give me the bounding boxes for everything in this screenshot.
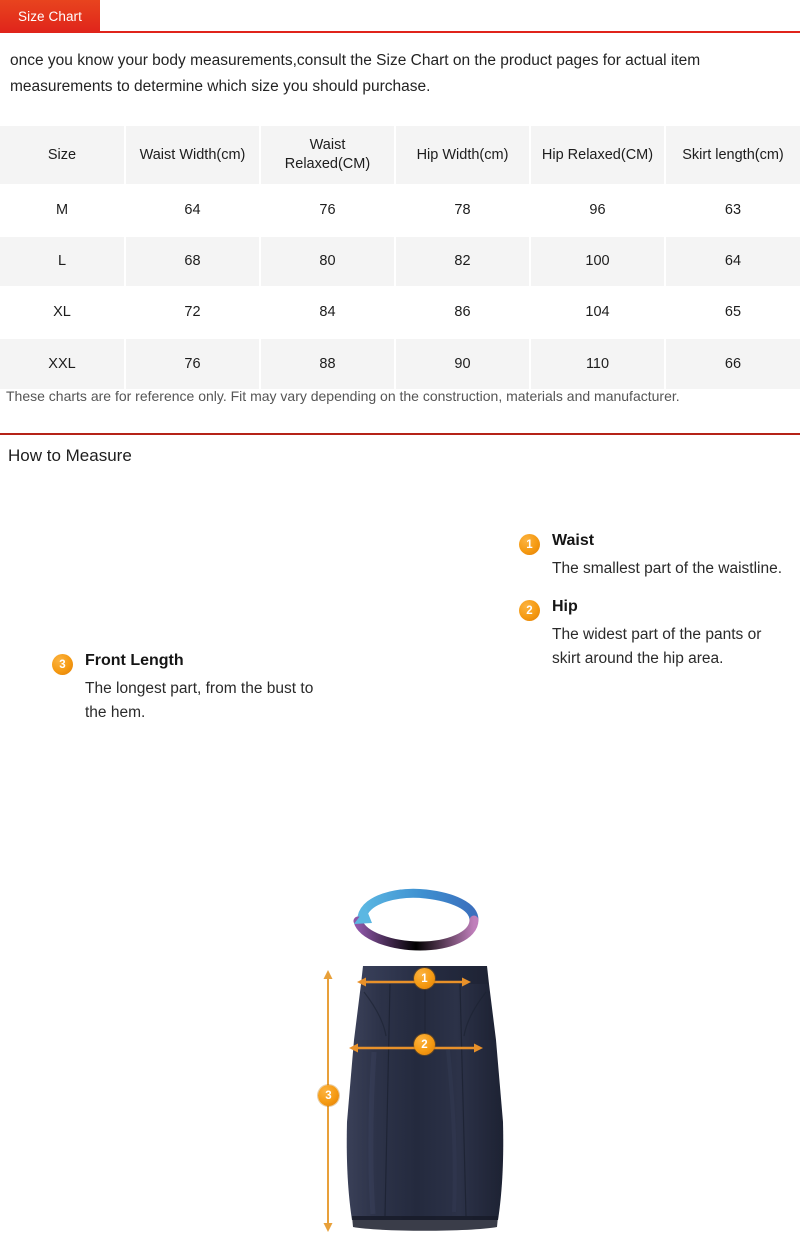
intro-paragraph: once you know your body measurements,consult the Size Chart on the product pages for actual item measurements to determine which size you should purchase. (10, 52, 701, 95)
table-row (0, 338, 800, 389)
cell-hip-width: 90 (395, 338, 530, 389)
legend-front-length-title: Front Length (85, 652, 184, 669)
tab-size-chart-label: Size Chart (17, 9, 83, 24)
cell-waist-width: 68 (125, 236, 260, 287)
legend-waist-description: The smallest part of the waistline. (552, 560, 783, 577)
disclaimer-text: These charts are for reference only. Fit may vary depending on the construction, materials and manufacturer. (6, 388, 680, 404)
cell-skirt-length: 66 (724, 355, 742, 372)
size-table-head (0, 126, 800, 185)
cell-size: XL (0, 287, 125, 338)
tab-size-chart[interactable] (0, 0, 100, 33)
cell-waist-width: 72 (125, 287, 260, 338)
cell-skirt-length: 64 (724, 253, 742, 269)
size-table-body (0, 185, 800, 389)
cell-size: XXL (0, 338, 125, 389)
table-row (0, 185, 800, 236)
legend-waist-title: Waist (552, 532, 595, 549)
legend-hip-title: Hip (552, 598, 578, 615)
how-to-measure-title: How to Measure (8, 446, 132, 465)
cell-size: L (0, 236, 125, 287)
cell-waist-relaxed: 80 (260, 236, 395, 287)
cell-waist-relaxed: 88 (260, 338, 395, 389)
cell-hip-relaxed: 104 (530, 287, 665, 338)
marker-1-label: 1 (421, 972, 428, 985)
cell-waist-relaxed: 76 (260, 185, 395, 236)
cell-skirt-length: 63 (724, 202, 742, 218)
table-row (0, 287, 800, 338)
cell-hip-relaxed: 96 (530, 185, 665, 236)
cell-size: M (0, 185, 125, 236)
col-header-waist-width: Waist Width(cm) (125, 126, 260, 185)
legend-hip-description: The widest part of the pants or skirt around the hip area. (552, 626, 762, 667)
skirt-illustration (330, 962, 520, 1235)
table-row (0, 236, 800, 287)
legend-waist-number: 1 (519, 534, 540, 555)
legend-hip-number: 2 (519, 600, 540, 621)
cell-hip-width: 78 (395, 185, 530, 236)
cell-hip-width: 82 (395, 236, 530, 287)
col-header-waist-relaxed: Waist Relaxed(CM) (260, 126, 395, 185)
cell-waist-width: 64 (125, 185, 260, 236)
measurement-diagram (0, 435, 800, 1102)
col-header-skirt-length: Skirt length(cm) (682, 146, 784, 163)
table-header-row (0, 126, 800, 185)
col-header-size: Size (0, 126, 125, 185)
legend-front-length-number: 3 (52, 654, 73, 675)
col-header-hip-width: Hip Width(cm) (395, 126, 530, 185)
marker-3-label: 3 (325, 1089, 332, 1102)
cell-skirt-length: 65 (724, 304, 742, 320)
cell-waist-width: 76 (125, 338, 260, 389)
marker-3-front-length (318, 1085, 339, 1106)
cell-waist-relaxed: 84 (260, 287, 395, 338)
col-header-hip-relaxed: Hip Relaxed(CM) (530, 126, 665, 185)
legend-front-length-description: The longest part, from the bust to the hem. (85, 680, 314, 721)
cell-hip-width: 86 (395, 287, 530, 338)
circular-arrow-icon (348, 890, 480, 950)
cell-hip-relaxed: 100 (530, 236, 665, 287)
tab-bar (0, 0, 800, 33)
size-table-container (0, 126, 800, 389)
marker-2-hip (414, 1034, 435, 1055)
marker-2-label: 2 (421, 1038, 428, 1051)
marker-1-waist (414, 968, 435, 989)
size-table (0, 126, 800, 389)
cell-hip-relaxed: 110 (530, 338, 665, 389)
